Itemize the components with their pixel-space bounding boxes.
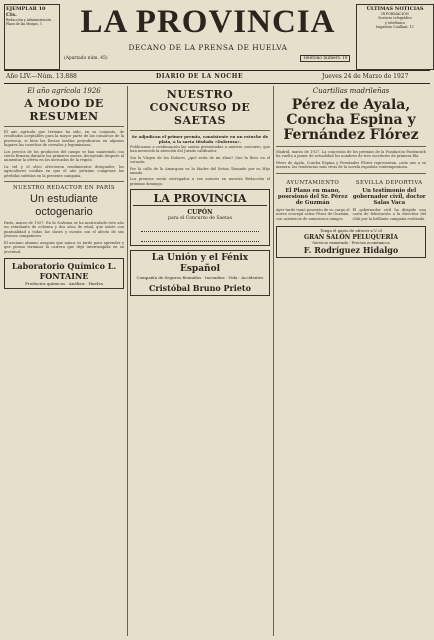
coupon-subtitle: para el Concurso de Saetas (168, 216, 232, 222)
section-label: SEVILLA DEPORTIVA (355, 179, 423, 186)
ear-right-line: Imprenta Coullaut, 11 (375, 25, 415, 30)
contest-coupon (130, 189, 270, 246)
article-headline: NUESTRO CONCURSO DE SAETAS (149, 88, 251, 127)
section-label: AYUNTAMIENTO (286, 179, 340, 186)
article-paragraph: El anciano alumno asegura que nunca es tarde para aprender y que piensa terminar la carrera que dejó interrumpida en su juventud. (4, 240, 124, 254)
article-headline: Un estudiante octogenario (30, 193, 98, 219)
info-bar (4, 70, 430, 84)
column-3 (276, 86, 426, 636)
column-rule (127, 86, 128, 636)
article-paragraph: Los precios de los productos del campo se han mantenido con cierta firmeza durante los primeros meses, decayendo después al aumentar la oferta en los mercados de la región. (4, 149, 124, 163)
advertisement (130, 250, 270, 296)
article-paragraph: Por la calle de la Amargura va la Madre del Señor, llorando por su Hijo amado. (130, 166, 270, 176)
ear-right-line: y telefónico (385, 20, 405, 25)
latest-news-label: ÚLTIMAS NOTICIAS (366, 6, 424, 12)
coupon-fill-line (141, 223, 259, 232)
masthead-ear-right (356, 4, 434, 70)
ad-line: Compañía de Seguros Reunidos · Incendios · Vida · Accidentes (136, 275, 264, 281)
article-paragraph: Ayer tarde tomó posesión de su cargo el nuevo concejal señor Pérez de Guzmán, con asistencia de numerosos amigos. (276, 207, 350, 221)
ad-title: La Unión y el Fénix Español (151, 253, 249, 275)
ad-title: GRAN SALÓN PELUQUERÍA (303, 233, 399, 241)
advertisement (276, 226, 426, 258)
column-2 (130, 86, 270, 636)
coupon-fill-line (141, 233, 259, 242)
coupon-title: CUPÓN (187, 209, 213, 217)
divider (276, 146, 426, 147)
article-paragraph: Publicamos a continuación las saetas presentadas a nuestro concurso, que han merecido la atención del Jurado calificador. (130, 145, 270, 154)
ad-brand: F. Rodríguez Hidalgo (303, 245, 399, 256)
price-label: EJEMPLAR 10 Cts. (6, 6, 46, 18)
column-rule (273, 86, 274, 636)
divider (130, 130, 270, 131)
postal-box: (Apartado núm. 45) (64, 56, 108, 61)
ear-left-line: Redacción y Administración (6, 18, 52, 22)
article-kicker: El año agrícola 1926 (27, 87, 101, 95)
issue-number: Año LIV.—Núm. 13.888 (6, 73, 77, 80)
ad-title: Laboratorio Químico L. FONTAINE (11, 260, 117, 281)
article-paragraph: El año agrícola que termina ha sido, en su conjunto, de resultados aceptables para la mayor parte de las comarcas de la provincia, si bien las lluvias tardías perjudicaron en algunos lugares las cosechas de cereales y leguminosas. (4, 130, 124, 148)
ear-right-line: INFORMACIÓN (381, 12, 409, 16)
article-paragraph: Los premios serán entregados a sus autores en nuestra Redacción el próximo domingo. (130, 177, 270, 186)
article-paragraph: La vid y el olivo ofrecieron rendimientos desiguales; los agricultores confían en que el año próximo compense las pérdidas sufridas en la presente campaña. (4, 164, 124, 178)
advertisement (4, 258, 124, 289)
ear-left-line: Plaza de las Monjas, 1 (6, 22, 42, 26)
ad-line: Productos químicos · Análisis · Huelva (25, 280, 103, 286)
column-1 (4, 86, 124, 636)
ad-line: Tenga el gusto de ofrecer a V. el (320, 228, 382, 234)
article-paragraph: Madrid, marzo de 1927. La concesión de los premios de la Fundación Fastenrath ha vuelto a poner de actualidad los nombres de tres escritores de primera fila. (276, 150, 426, 159)
section-label: NUESTRO REDACTOR EN PARÍS (12, 185, 116, 192)
telephone-box: Teléfono número 10 (300, 55, 350, 62)
article-headline: A MODO DE RESUMEN (24, 97, 104, 123)
article-headline: Un testimonio del gobernador civil, doctor Salas Vaca (352, 187, 426, 207)
divider (4, 126, 124, 127)
article-paragraph: El gobernador civil ha dirigido una carta de felicitación a la directiva del club por la brillante campaña realizada. (352, 207, 426, 221)
article-headline: El Plano en mano, posesionó del Sr. Pérez de Guzmán (277, 187, 348, 207)
divider (276, 173, 426, 174)
subcolumn (276, 177, 350, 223)
article-paragraph: Pérez de Ayala, Concha Espina y Fernández Flórez representan, cada uno a su manera, las tendencias más vivas de la novela española contemporánea. (276, 160, 426, 170)
coupon-header: LA PROVINCIA (133, 192, 267, 206)
article-paragraph: París, marzo de 1927. En la Sorbona se ha matriculado este año un estudiante de ochenta y dos años de edad, que asiste con puntualidad a todas las clases y cuenta con el afecto de sus jóvenes compañeros. (4, 221, 124, 239)
two-column-block (276, 177, 426, 223)
divider (4, 181, 124, 182)
masthead-ear-left (4, 4, 60, 70)
article-paragraph: Sin la Virgen de los Dolores, ¿qué sería de mi alma? Que la llevo en el corazón. (130, 155, 270, 165)
newspaper-title: LA PROVINCIA (80, 4, 336, 40)
subcolumn (353, 177, 427, 223)
newspaper-subtitle: DECANO DE LA PRENSA DE HUELVA (128, 43, 288, 52)
ear-right-line: Servicio telegráfico (378, 16, 412, 21)
issue-date: Jueves 24 de Marzo de 1927 (322, 73, 409, 80)
ad-line: Servicio esmerado · Precios económicos (312, 239, 390, 245)
edition-label: DIARIO DE LA NOCHE (156, 73, 244, 80)
article-kicker: Cuartillas madrileñas (312, 87, 390, 95)
article-intro: Se adjudican el primer premio, consistente en un estuche de plata, a la saeta titulada «Dolorosa». (131, 134, 269, 144)
ad-title: Cristóbal Bruno Prieto (149, 283, 251, 294)
article-headline: Pérez de Ayala, Concha Espina y Fernández Flórez (283, 97, 419, 143)
